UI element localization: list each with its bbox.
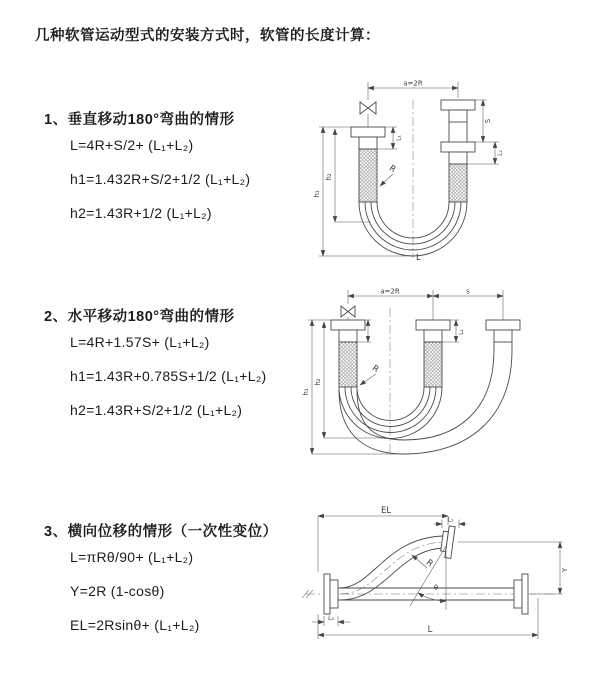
dim-label-l1: L₁ xyxy=(458,329,465,335)
hose-right-fitting xyxy=(441,100,475,202)
dim-label-s: s xyxy=(466,287,470,296)
dim-label-r: R xyxy=(369,363,381,376)
radius-callout xyxy=(380,164,398,186)
radius-callout xyxy=(360,364,381,385)
section-1-heading: 1、垂直移动180°弯曲的情形 xyxy=(44,112,235,128)
dim-label-h1: h₁ xyxy=(313,190,321,198)
formula-line: h2=1.43R+1/2 (L₁+L₂) xyxy=(70,205,212,221)
dim-label-l2: L₂ xyxy=(497,150,504,156)
hose-s-curve xyxy=(340,536,446,600)
dim-label-r: R xyxy=(423,557,435,570)
dim-label-l: L xyxy=(416,253,421,263)
valve-icon xyxy=(341,306,355,320)
formula-line: EL=2Rsinθ+ (L₁+L₂) xyxy=(70,617,200,633)
dim-label-el: EL xyxy=(380,506,392,516)
diagram-lateral-displacement xyxy=(298,502,600,660)
dimension-a2r xyxy=(368,80,458,101)
formula-line: L=4R+1.57S+ (L₁+L₂) xyxy=(70,334,210,350)
section-1-formulas xyxy=(70,128,250,230)
dimension-l2 xyxy=(312,615,350,626)
dim-label-r: R xyxy=(386,163,398,176)
dim-label-y: Y xyxy=(561,567,569,573)
diagram-horizontal-180-bend xyxy=(298,282,580,462)
section-2-heading: 2、水平移动180°弯曲的情形 xyxy=(44,309,235,325)
valve-icon xyxy=(360,102,376,127)
section-2-formulas xyxy=(70,325,267,427)
dim-label-a2r: a=2R xyxy=(380,287,400,296)
formula-line: L=4R+S/2+ (L₁+L₂) xyxy=(70,137,194,153)
dim-label-l1: L₁ xyxy=(447,516,454,524)
dim-label-h2: h₂ xyxy=(314,378,322,386)
hose-u-bend-position-1 xyxy=(339,387,442,439)
hose-left-fitting xyxy=(351,127,385,202)
formula-line: h1=1.43R+0.785S+1/2 (L₁+L₂) xyxy=(70,368,267,384)
dim-label-h2: h₂ xyxy=(325,173,333,181)
dimension-a2r-s xyxy=(348,288,503,321)
left-flange xyxy=(324,574,338,614)
section-3-formulas xyxy=(70,540,200,642)
section-3-heading: 3、横向位移的情形（一次性变位） xyxy=(44,524,278,540)
diagram-vertical-180-bend xyxy=(303,72,553,264)
page-title: 几种软管运动型式的安装方式时，软管的长度计算： xyxy=(35,28,380,44)
formula-line: Y=2R (1-cosθ) xyxy=(70,583,165,599)
dim-label-l: L xyxy=(427,625,433,635)
dim-label-l1: L₁ xyxy=(395,135,403,141)
dim-label-theta: θ xyxy=(433,584,439,592)
dim-label-h1: h₁ xyxy=(302,388,310,396)
formula-line: L=πRθ/90+ (L₁+L₂) xyxy=(70,549,194,565)
formula-line: h2=1.43R+S/2+1/2 (L₁+L₂) xyxy=(70,402,243,418)
upper-flange xyxy=(440,525,455,558)
dimension-l xyxy=(318,598,538,639)
dim-label-l2: L₂ xyxy=(328,615,334,622)
dim-label-a2r: a=2R xyxy=(403,79,423,88)
dimension-y xyxy=(458,542,569,594)
formula-line: h1=1.432R+S/2+1/2 (L₁+L₂) xyxy=(70,171,251,187)
radius-callout xyxy=(412,555,435,569)
dim-label-s: S xyxy=(484,118,492,124)
